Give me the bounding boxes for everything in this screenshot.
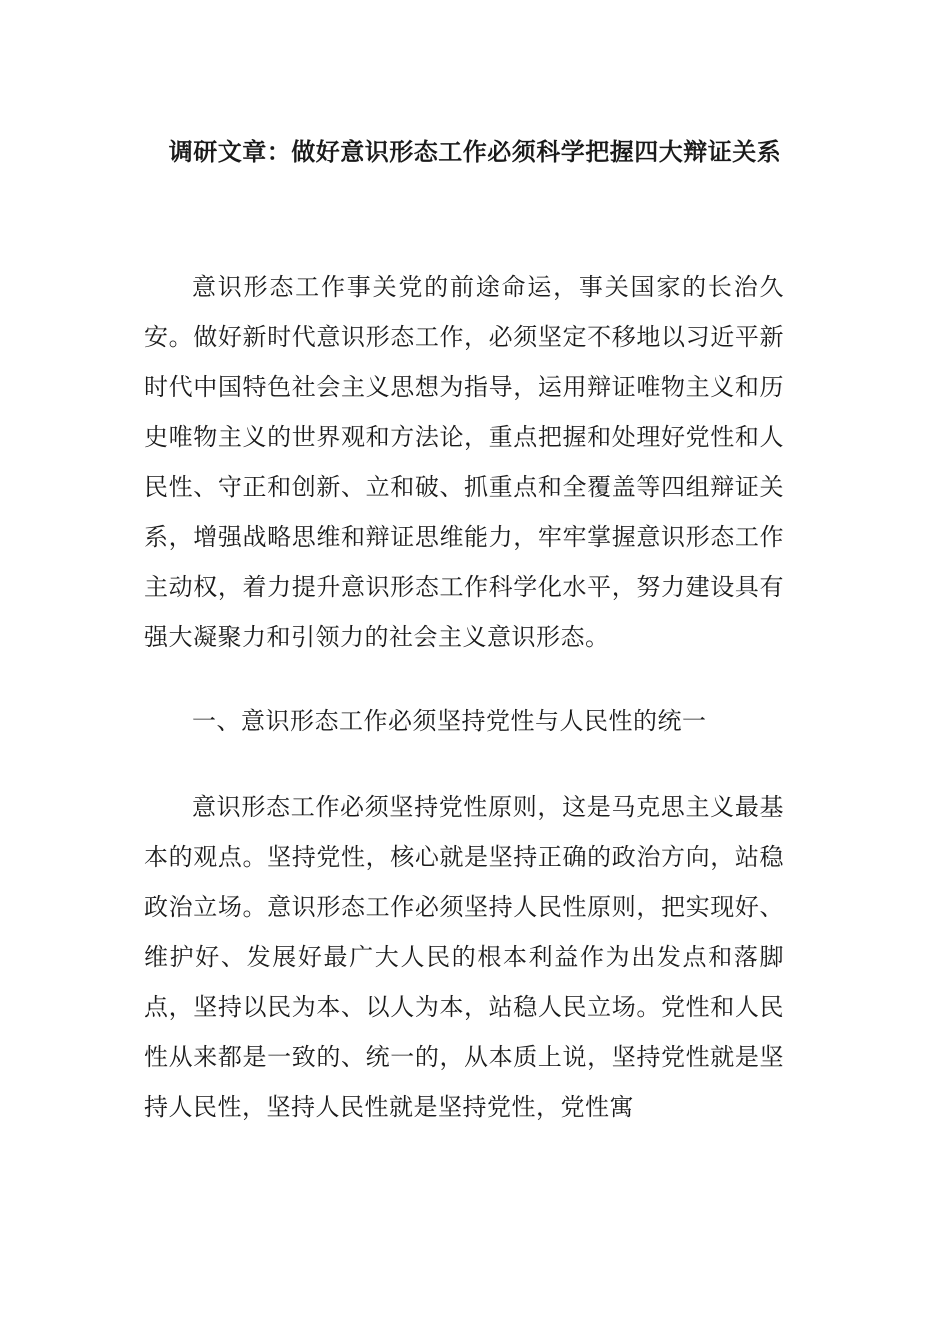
intro-paragraph: 意识形态工作事关党的前途命运，事关国家的长治久安。做好新时代意识形态工作，必须坚定不移地以习近平新时代中国特色社会主义思想为指导，运用辩证唯物主义和历史唯物主义的世界观和方法论，重点把握和处理好党性和人民性、守正和创新、立和破、抓重点和全覆盖等四组辩证关系，增强战略思维和辩证思维能力，牢牢掌握意识形态工作主动权，着力提升意识形态工作科学化水平，努力建设具有强大凝聚力和引领力的社会主义意识形态。 xyxy=(144,273,784,651)
section-heading: 一、意识形态工作必须坚持党性与人民性的统一 xyxy=(192,707,707,735)
document-title: 调研文章：做好意识形态工作必须科学把握四大辩证关系 xyxy=(168,138,782,166)
section-paragraph: 意识形态工作必须坚持党性原则，这是马克思主义最基本的观点。坚持党性，核心就是坚持正确的政治方向，站稳政治立场。意识形态工作必须坚持人民性原则，把实现好、维护好、发展好最广大人民的根本利益作为出发点和落脚点，坚持以民为本、以人为本，站稳人民立场。党性和人民性从来都是一致的、统一的，从本质上说，坚持党性就是坚持人民性，坚持人民性就是坚持党性，党性寓 xyxy=(144,793,784,1121)
